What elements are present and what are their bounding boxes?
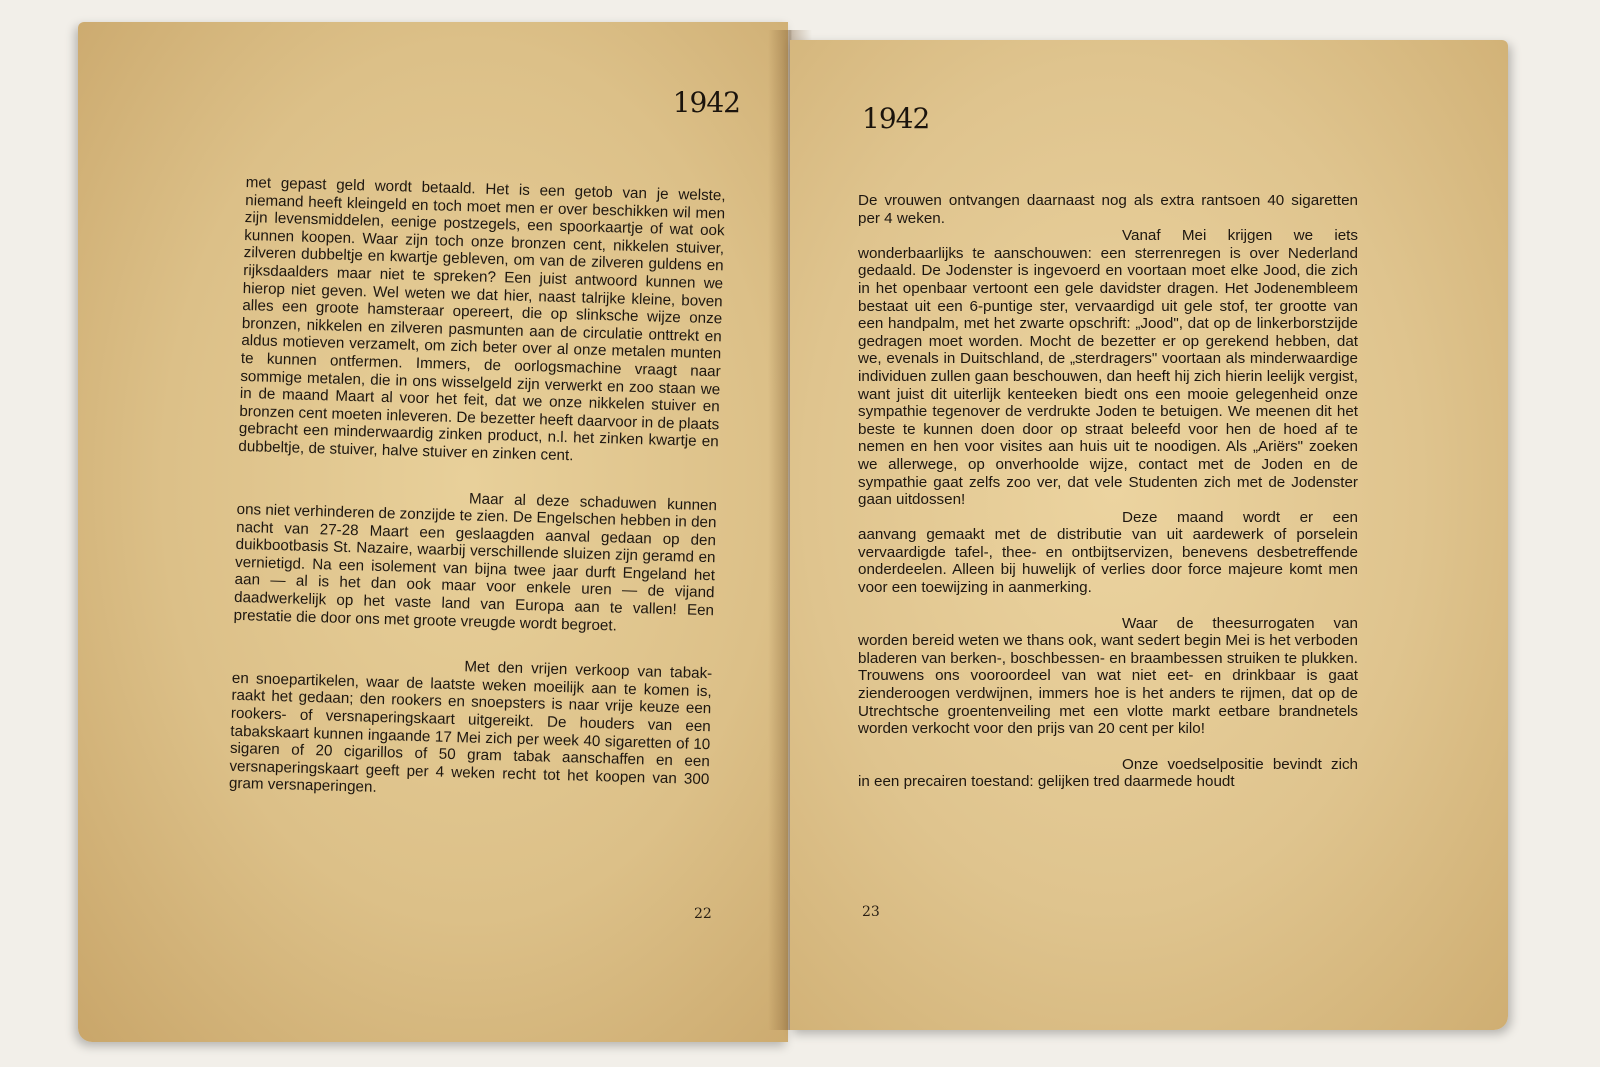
left-page-body: [229, 174, 726, 806]
right-paragraph-3: Deze maand wordt er een aanvang gemaakt met de distributie van uit aardewerk of porselein vervaardigde tafel-, thee- en ontbijtservizen, benevens desbetreffende onderdeelen. Alleen bij huwelijk of verlies door force majeure komt men voor een toewijzing in aanmerking.: [858, 508, 1358, 597]
right-page: [790, 40, 1508, 1030]
right-paragraph-4: Waar de theesurrogaten van worden bereid weten we thans ook, want sedert begin Mei is het verboden bladeren van berken-, boschbessen- en braambessen struiken te plukken. Trouwens ons vooroordeel van wat niet eet- en drinkbaar is gaat zienderoogen verdwijnen, immers hoe is het anders te rijmen, dat op de Utrechtsche groentenveiling met een vlotte markt eetbare brandnetels worden verkocht voor den prijs van 20 cent per kilo!: [858, 614, 1358, 738]
right-paragraph-5: Onze voedselpositie bevindt zich in een precairen toestand: gelijken tred daarmede houdt: [858, 755, 1358, 791]
left-page-year-heading: 1942: [672, 86, 740, 119]
right-page-year-heading: 1942: [862, 102, 930, 135]
right-page-number: 23: [862, 904, 880, 920]
left-page-number: 22: [694, 906, 712, 922]
left-paragraph-3: Met den vrijen verkoop van tabak- en snoepartikelen, waar de laatste weken moeilijk aan te komen is, raakt het gedaan; den rookers en snoepsters is naar vrije keuze een rookers- of versnaperingskaart uitgereikt. De houders van een tabakskaart kunnen ingaande 17 Mei zich per week 40 sigaretten of 10 sigaren of 20 cigarillos of 50 gram tabak aanschaffen en een versnaperingskaart geeft per 4 weken recht tot het koopen van 300 gram versnaperingen.: [228, 658, 713, 797]
left-paragraph-1: met gepast geld wordt betaald. Het is een getob van je welste, niemand heeft kleingeld en toch moet men er over beschikken wil men zijn levensmiddelen, eenige postzegels, een spoorkaartje of wat ook kunnen koopen. Waar zijn toch onze bronzen cent, nikkelen stuiver, zilveren dubbeltje en kwartje gebleven, om van de zilveren guldens en rijksdaalders maar niet te spreken? Een juist antwoord kunnen we hierop niet geven. Wel weten we dat hier, naast talrijke kleine, boven alles een groote hamsteraar opereert, die op slinksche wijze onze bronzen, nikkelen en zilveren pasmunten aan de circulatie onttrekt en aldus motieven verzamelt, om zich beter over al onze metalen munten te kunnen ontfermen. Immers, de oorlogsmachine vraagt naar sommige metalen, die in ons wisselgeld zijn verwerkt en zoo staan we in de maand Maart al voor het feit, dat we onze nikkelen stuiver en bronzen cent moeten inleveren. De bezetter heeft daarvoor in de plaats gebracht een minderwaardig zinken product, n.l. het zinken kwartje en dubbeltje, de stuiver, halve stuiver en zinken cent.: [238, 174, 726, 465]
right-page-body: [858, 192, 1358, 791]
right-paragraph-2: Vanaf Mei krijgen we iets wonderbaarlijks te aanschouwen: een sterrenregen is over Nederland gedaald. De Jodenster is ingevoerd en voortaan moet elke Jood, die zich in het openbaar vertoont een gele davidster dragen. Het Jodenembleem bestaat uit een 6-puntige ster, vervaardigd uit gele stof, ter grootte van een handpalm, met het zwarte opschrift: „Jood", dat op de linkerborstzijde gedragen moet worden. Mocht de bezetter er op gerekend hebben, dat we, evenals in Duitschland, de „sterdragers" voortaan als minderwaardige individuen zullen gaan beschouwen, dan heeft hij zich hierin leelijk vergist, want juist dit uiterlijk kenteeken biedt ons een mooie gelegenheid onze sympathie tegenover de verdrukte Joden te betuigen. We meenen dit het beste te kunnen doen door op straat beleefd voor hen de hoed af te nemen en hen voor visites aan huis uit te noodigen. Als „Ariërs" zoeken we allerwege, op onverhoolde wijze, contact met de Joden en de sympathie gaat zelfs zoo ver, dat vele Studenten zich met de Jodenster gaan uitdossen!: [858, 227, 1358, 509]
right-paragraph-1: De vrouwen ontvangen daarnaast nog als extra rantsoen 40 sigaretten per 4 weken.: [858, 192, 1358, 227]
left-paragraph-2: Maar al deze schaduwen kunnen ons niet verhinderen de zonzijde te zien. De Engelschen hebben in den nacht van 27-28 Maart een geslaagden aanval gedaan op den duikbootbasis St. Nazaire, waarbij verschillende sluizen zijn geramd en vernietigd. Na een isolement van bijna twee jaar durft Engeland het aan — al is het dan ook maar voor enkele uren — de vijand daadwerkelijk op het vaste land van Europa aan te vallen! Een prestatie die door ons met groote vreugde wordt begroet.: [233, 489, 718, 635]
open-book: [78, 22, 1518, 1042]
left-page: [78, 22, 788, 1042]
